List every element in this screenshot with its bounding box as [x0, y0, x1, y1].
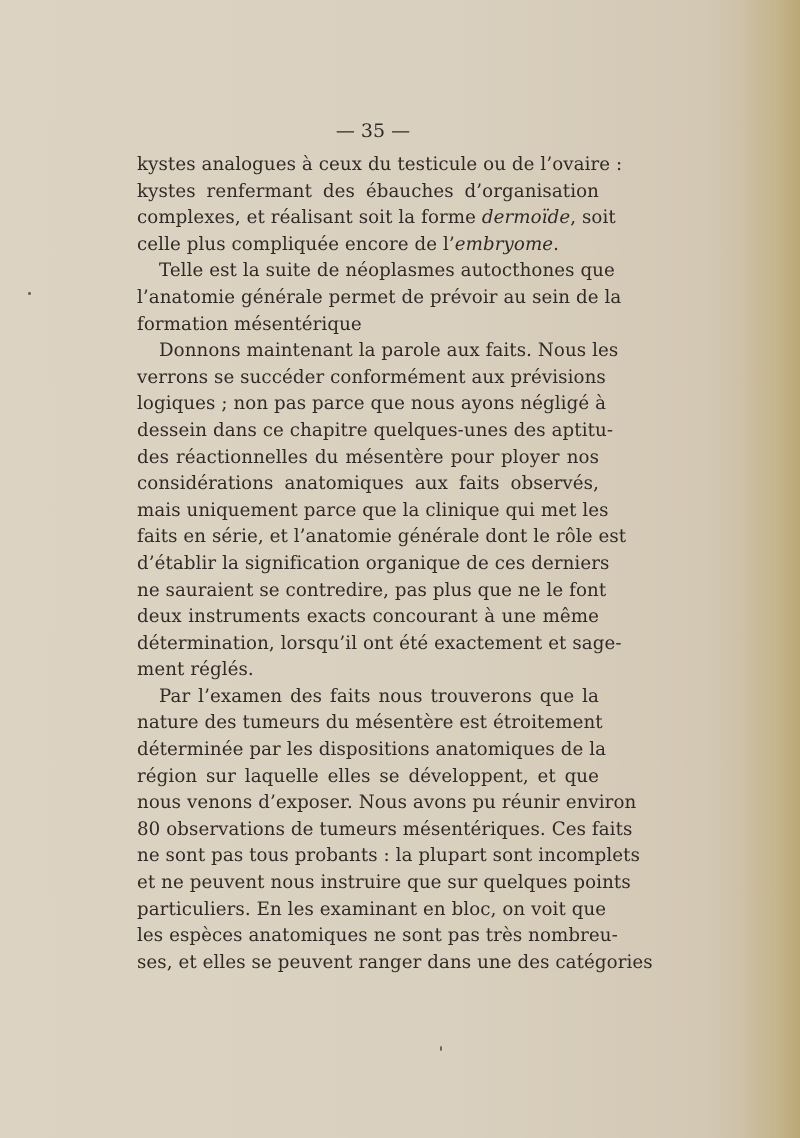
text-line: 80 observations de tumeurs mésentériques. Ces faits — [137, 818, 633, 840]
body-text — [137, 152, 653, 976]
text-line: ses, et elles se peuvent ranger dans une des catégories — [137, 951, 653, 973]
text-line: nature des tumeurs du mésentère est étroitement — [137, 712, 603, 734]
text-line: kystes renfermant des ébauches d’organisation — [137, 180, 599, 202]
paper-speck — [28, 292, 31, 295]
text-line: formation mésentérique — [137, 313, 362, 335]
text-line: ne sont pas tous probants : la plupart sont incomplets — [137, 845, 640, 867]
text-line: l’anatomie générale permet de prévoir au sein de la — [137, 286, 622, 308]
text-line: ment réglés. — [137, 659, 254, 681]
page-number: — 35 — — [335, 120, 411, 142]
text-run: , soit — [570, 207, 616, 229]
italic-term: embryome — [454, 233, 554, 255]
text-line: verrons se succéder conformément aux prévisions — [137, 366, 606, 388]
text-line: Telle est la suite de néoplasmes autocthones que — [159, 260, 615, 282]
text-line: les espèces anatomiques ne sont pas très nombreu- — [137, 925, 618, 947]
text-line — [137, 205, 616, 232]
text-line: déterminée par les dispositions anatomiques de la — [137, 739, 607, 761]
text-line: deux instruments exacts concourant à une même — [137, 606, 599, 628]
text-line: Par l’examen des faits nous trouverons que la — [159, 685, 599, 707]
text-run: . — [553, 233, 560, 255]
text-line: et ne peuvent nous instruire que sur quelques points — [137, 872, 631, 894]
text-line: dessein dans ce chapitre quelques-unes des aptitu- — [137, 419, 614, 441]
text-line: kystes analogues à ceux du testicule ou de l’ovaire : — [137, 154, 623, 175]
text-run: celle plus compliquée encore de l’ — [137, 233, 455, 255]
text-line: particuliers. En les examinant en bloc, on voit que — [137, 898, 607, 920]
book-page — [137, 116, 653, 976]
text-run: complexes, et réalisant soit la forme — [137, 207, 482, 229]
text-line: Donnons maintenant la parole aux faits. Nous les — [159, 340, 619, 362]
text-line: région sur laquelle elles se développent, et que — [137, 765, 599, 787]
text-line: détermination, lorsqu’il ont été exactement et sage- — [137, 632, 622, 654]
text-line: nous venons d’exposer. Nous avons pu réunir environ — [137, 792, 637, 814]
text-line: mais uniquement parce que la clinique qui met les — [137, 499, 609, 521]
text-line: ne sauraient se contredire, pas plus que ne le font — [137, 579, 607, 601]
paper-speck — [440, 1046, 442, 1051]
text-line: des réactionnelles du mésentère pour ployer nos — [137, 446, 599, 468]
text-line: faits en série, et l’anatomie générale dont le rôle est — [137, 526, 627, 548]
text-line: considérations anatomiques aux faits observés, — [137, 473, 599, 495]
italic-term: dermoïde — [481, 207, 571, 229]
text-line — [137, 232, 599, 259]
text-line: logiques ; non pas parce que nous ayons négligé à — [137, 393, 607, 415]
page-edge-stain — [740, 0, 800, 1138]
text-line: d’établir la signification organique de ces derniers — [137, 552, 610, 574]
